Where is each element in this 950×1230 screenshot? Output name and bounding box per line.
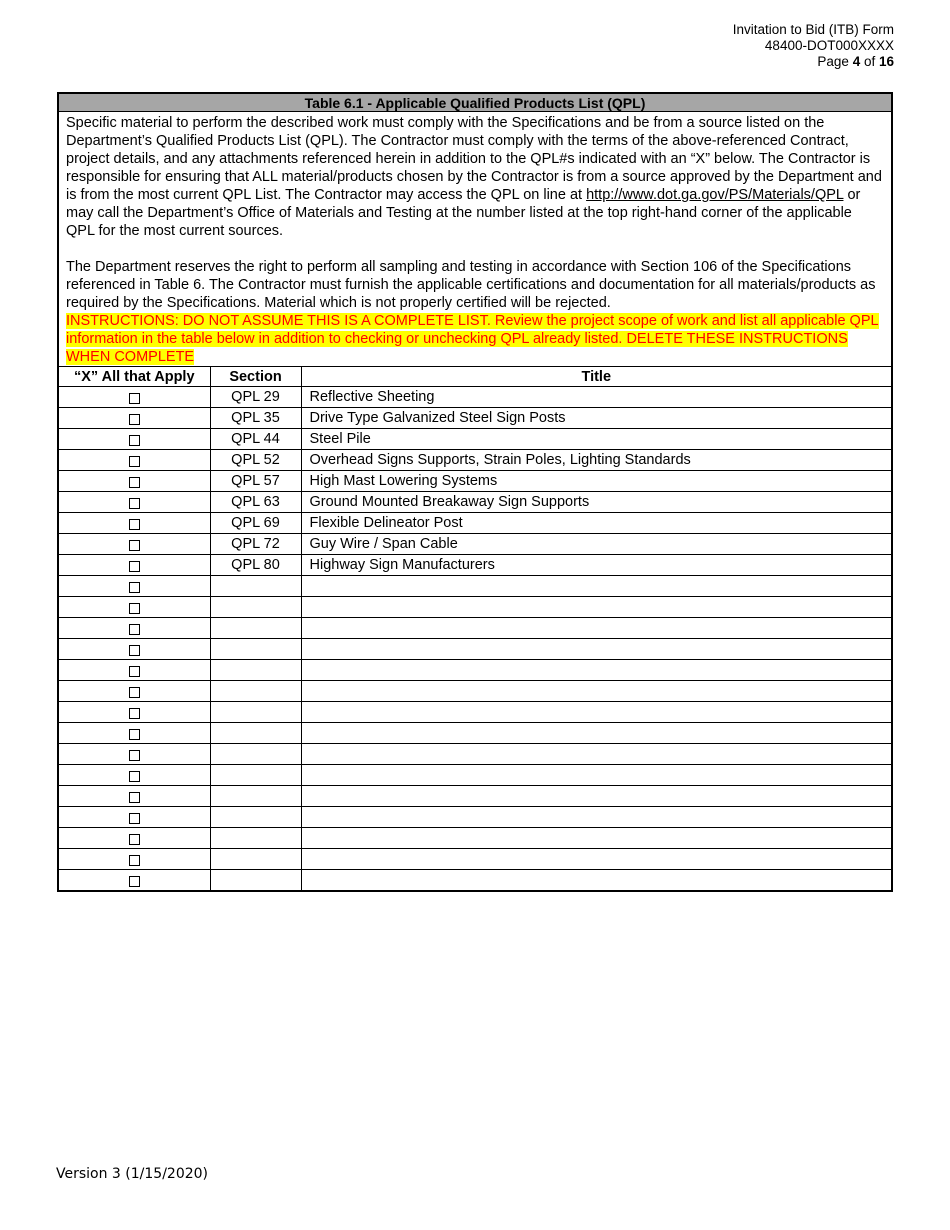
- checkbox[interactable]: [129, 393, 140, 404]
- section-cell: QPL 44: [210, 429, 301, 450]
- table-row: [58, 576, 892, 597]
- page-header: [733, 22, 894, 70]
- apply-cell: [58, 849, 210, 870]
- checkbox[interactable]: [129, 624, 140, 635]
- checkbox[interactable]: [129, 708, 140, 719]
- section-cell: [210, 597, 301, 618]
- table-row: [58, 807, 892, 828]
- title-cell: Flexible Delineator Post: [301, 513, 892, 534]
- checkbox[interactable]: [129, 582, 140, 593]
- intro-row: [58, 112, 892, 367]
- section-cell: [210, 639, 301, 660]
- intro-paragraph-2: The Department reserves the right to perform all sampling and testing in accordance with Section 106 of the Specifications referenced in Table 6. The Contractor must furnish the applicable certifications and documentation for all materials/products as required by the Specifications. Material which is not properly certified will be rejected.: [66, 259, 876, 311]
- table-row: [58, 471, 892, 492]
- column-header-apply: “X” All that Apply: [58, 367, 210, 387]
- checkbox[interactable]: [129, 498, 140, 509]
- qpl-link[interactable]: http://www.dot.ga.gov/PS/Materials/QPL: [586, 187, 844, 203]
- section-cell: [210, 786, 301, 807]
- section-cell: QPL 52: [210, 450, 301, 471]
- intro-p1-end: or may call the Department’s Office of Materials and Testing at the number listed at the top right-hand corner of the applicable QPL for the most current sources.: [66, 187, 861, 239]
- instructions-text: INSTRUCTIONS: DO NOT ASSUME THIS IS A COMPLETE LIST. Review the project scope of work and list all applicable QPL information in the table below in addition to checking or unchecking QPL already listed. DELETE THESE INSTRUCTIONS WHEN COMPLETE: [66, 313, 879, 365]
- form-number: 48400-DOT000XXXX: [764, 38, 894, 53]
- table-title-row: [58, 93, 892, 112]
- page-of: of: [860, 54, 879, 69]
- apply-cell: [58, 555, 210, 576]
- checkbox[interactable]: [129, 561, 140, 572]
- table-row: [58, 408, 892, 429]
- apply-cell: [58, 492, 210, 513]
- title-cell: Guy Wire / Span Cable: [301, 534, 892, 555]
- section-cell: QPL 57: [210, 471, 301, 492]
- table-row: [58, 639, 892, 660]
- table-row: [58, 597, 892, 618]
- section-cell: [210, 660, 301, 681]
- title-cell: Drive Type Galvanized Steel Sign Posts: [301, 408, 892, 429]
- checkbox[interactable]: [129, 855, 140, 866]
- checkbox[interactable]: [129, 687, 140, 698]
- apply-cell: [58, 807, 210, 828]
- checkbox[interactable]: [129, 435, 140, 446]
- apply-cell: [58, 450, 210, 471]
- section-cell: [210, 828, 301, 849]
- table-row: [58, 555, 892, 576]
- column-header-row: [58, 367, 892, 387]
- apply-cell: [58, 702, 210, 723]
- section-cell: [210, 618, 301, 639]
- title-cell: [301, 786, 892, 807]
- section-cell: QPL 72: [210, 534, 301, 555]
- section-cell: [210, 576, 301, 597]
- apply-cell: [58, 513, 210, 534]
- version-footer: Version 3 (1/15/2020): [56, 1166, 208, 1182]
- title-cell: [301, 576, 892, 597]
- checkbox[interactable]: [129, 414, 140, 425]
- table-row: [58, 450, 892, 471]
- table-row: [58, 513, 892, 534]
- title-cell: [301, 849, 892, 870]
- intro-paragraph-1: [66, 114, 884, 240]
- checkbox[interactable]: [129, 750, 140, 761]
- apply-cell: [58, 597, 210, 618]
- title-cell: [301, 597, 892, 618]
- title-cell: Ground Mounted Breakaway Sign Supports: [301, 492, 892, 513]
- section-cell: [210, 723, 301, 744]
- title-cell: [301, 744, 892, 765]
- table-row: [58, 786, 892, 807]
- column-header-section: Section: [210, 367, 301, 387]
- checkbox[interactable]: [129, 603, 140, 614]
- column-header-title: Title: [301, 367, 892, 387]
- apply-cell: [58, 618, 210, 639]
- page-total: 16: [878, 54, 894, 69]
- checkbox[interactable]: [129, 645, 140, 656]
- apply-cell: [58, 429, 210, 450]
- apply-cell: [58, 660, 210, 681]
- form-title: Invitation to Bid (ITB) Form: [732, 22, 894, 37]
- instructions-paragraph: [66, 312, 884, 366]
- apply-cell: [58, 408, 210, 429]
- page-label: Page: [817, 54, 853, 69]
- title-cell: Overhead Signs Supports, Strain Poles, Lighting Standards: [301, 450, 892, 471]
- page-number: [733, 54, 894, 70]
- apply-cell: [58, 576, 210, 597]
- apply-cell: [58, 786, 210, 807]
- page-current: 4: [852, 54, 861, 69]
- checkbox[interactable]: [129, 792, 140, 803]
- section-cell: [210, 765, 301, 786]
- table-row: [58, 618, 892, 639]
- table-row: [58, 828, 892, 849]
- section-cell: QPL 29: [210, 387, 301, 408]
- section-cell: [210, 807, 301, 828]
- table-row: [58, 744, 892, 765]
- title-cell: [301, 765, 892, 786]
- table-row: [58, 702, 892, 723]
- title-cell: [301, 702, 892, 723]
- checkbox[interactable]: [129, 771, 140, 782]
- apply-cell: [58, 639, 210, 660]
- intro-p1-start: Specific material to perform the described work must comply with the Specifications and be from a source listed on the Department’s Qualified Products List (QPL). The Contractor must comply with the terms of the above-referenced Contract, project details, and any attachments referenced herein in addition to the QPL#s indicated with an “X” below. The Contractor is responsible for ensuring that ALL material/products chosen by the Contractor is from a source approved by the Department and is from the most current QPL List. The Contractor may access the QPL on line at: [66, 115, 882, 203]
- section-cell: QPL 63: [210, 492, 301, 513]
- table-row: [58, 387, 892, 408]
- apply-cell: [58, 534, 210, 555]
- title-cell: [301, 681, 892, 702]
- title-cell: [301, 828, 892, 849]
- table-body: [58, 387, 892, 892]
- table-row: [58, 681, 892, 702]
- table-row: [58, 534, 892, 555]
- section-cell: QPL 80: [210, 555, 301, 576]
- apply-cell: [58, 471, 210, 492]
- title-cell: [301, 807, 892, 828]
- title-cell: [301, 639, 892, 660]
- table-row: [58, 849, 892, 870]
- checkbox[interactable]: [129, 456, 140, 467]
- checkbox[interactable]: [129, 876, 140, 887]
- apply-cell: [58, 765, 210, 786]
- checkbox[interactable]: [129, 813, 140, 824]
- checkbox[interactable]: [129, 666, 140, 677]
- apply-cell: [58, 681, 210, 702]
- title-cell: [301, 870, 892, 892]
- table-row: [58, 492, 892, 513]
- section-cell: [210, 744, 301, 765]
- apply-cell: [58, 723, 210, 744]
- title-cell: Highway Sign Manufacturers: [301, 555, 892, 576]
- apply-cell: [58, 828, 210, 849]
- checkbox[interactable]: [129, 729, 140, 740]
- apply-cell: [58, 870, 210, 892]
- title-cell: [301, 723, 892, 744]
- title-cell: [301, 618, 892, 639]
- apply-cell: [58, 387, 210, 408]
- checkbox[interactable]: [129, 834, 140, 845]
- table-row: [58, 723, 892, 744]
- title-cell: Steel Pile: [301, 429, 892, 450]
- table-row: [58, 429, 892, 450]
- checkbox[interactable]: [129, 477, 140, 488]
- checkbox[interactable]: [129, 519, 140, 530]
- title-cell: High Mast Lowering Systems: [301, 471, 892, 492]
- table-title: Table 6.1 - Applicable Qualified Products List (QPL): [58, 93, 892, 112]
- apply-cell: [58, 744, 210, 765]
- title-cell: Reflective Sheeting: [301, 387, 892, 408]
- table-row: [58, 870, 892, 892]
- section-cell: [210, 702, 301, 723]
- section-cell: QPL 69: [210, 513, 301, 534]
- section-cell: [210, 870, 301, 892]
- section-cell: [210, 849, 301, 870]
- section-cell: QPL 35: [210, 408, 301, 429]
- qpl-table: [57, 92, 893, 892]
- title-cell: [301, 660, 892, 681]
- section-cell: [210, 681, 301, 702]
- checkbox[interactable]: [129, 540, 140, 551]
- table-row: [58, 660, 892, 681]
- intro-text: [58, 112, 892, 367]
- table-row: [58, 765, 892, 786]
